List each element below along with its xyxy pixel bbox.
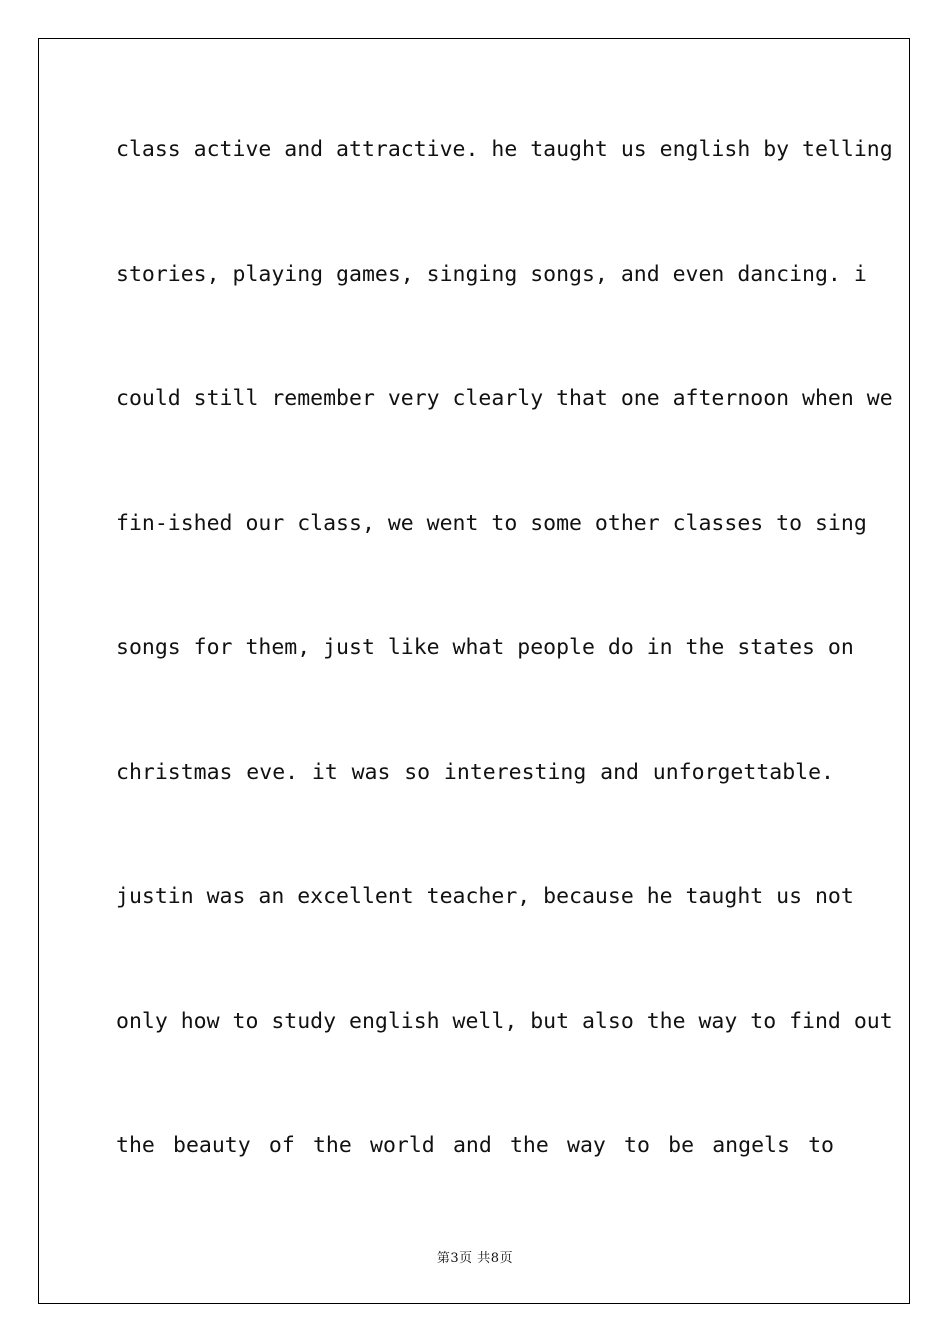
text-line: the beauty of the world and the way to be angels to bbox=[116, 1133, 834, 1158]
document-body bbox=[116, 118, 893, 1239]
text-line: could still remember very clearly that one afternoon when we bbox=[116, 386, 893, 411]
text-line: fin-ished our class, we went to some other classes to sing bbox=[116, 510, 867, 536]
text-line: christmas eve. it was so interesting and unforgettable. bbox=[116, 759, 834, 785]
text-line: justin was an excellent teacher, because he taught us not bbox=[116, 884, 854, 909]
page-number-footer: 第3页 共8页 bbox=[436, 1251, 514, 1266]
text-line: songs for them, just like what people do in the states on bbox=[116, 635, 854, 660]
text-line: class active and attractive. he taught us english by telling bbox=[116, 137, 893, 162]
text-line: stories, playing games, singing songs, and even dancing. i bbox=[116, 261, 867, 287]
text-line: only how to study english well, but also the way to find out bbox=[116, 1008, 893, 1034]
